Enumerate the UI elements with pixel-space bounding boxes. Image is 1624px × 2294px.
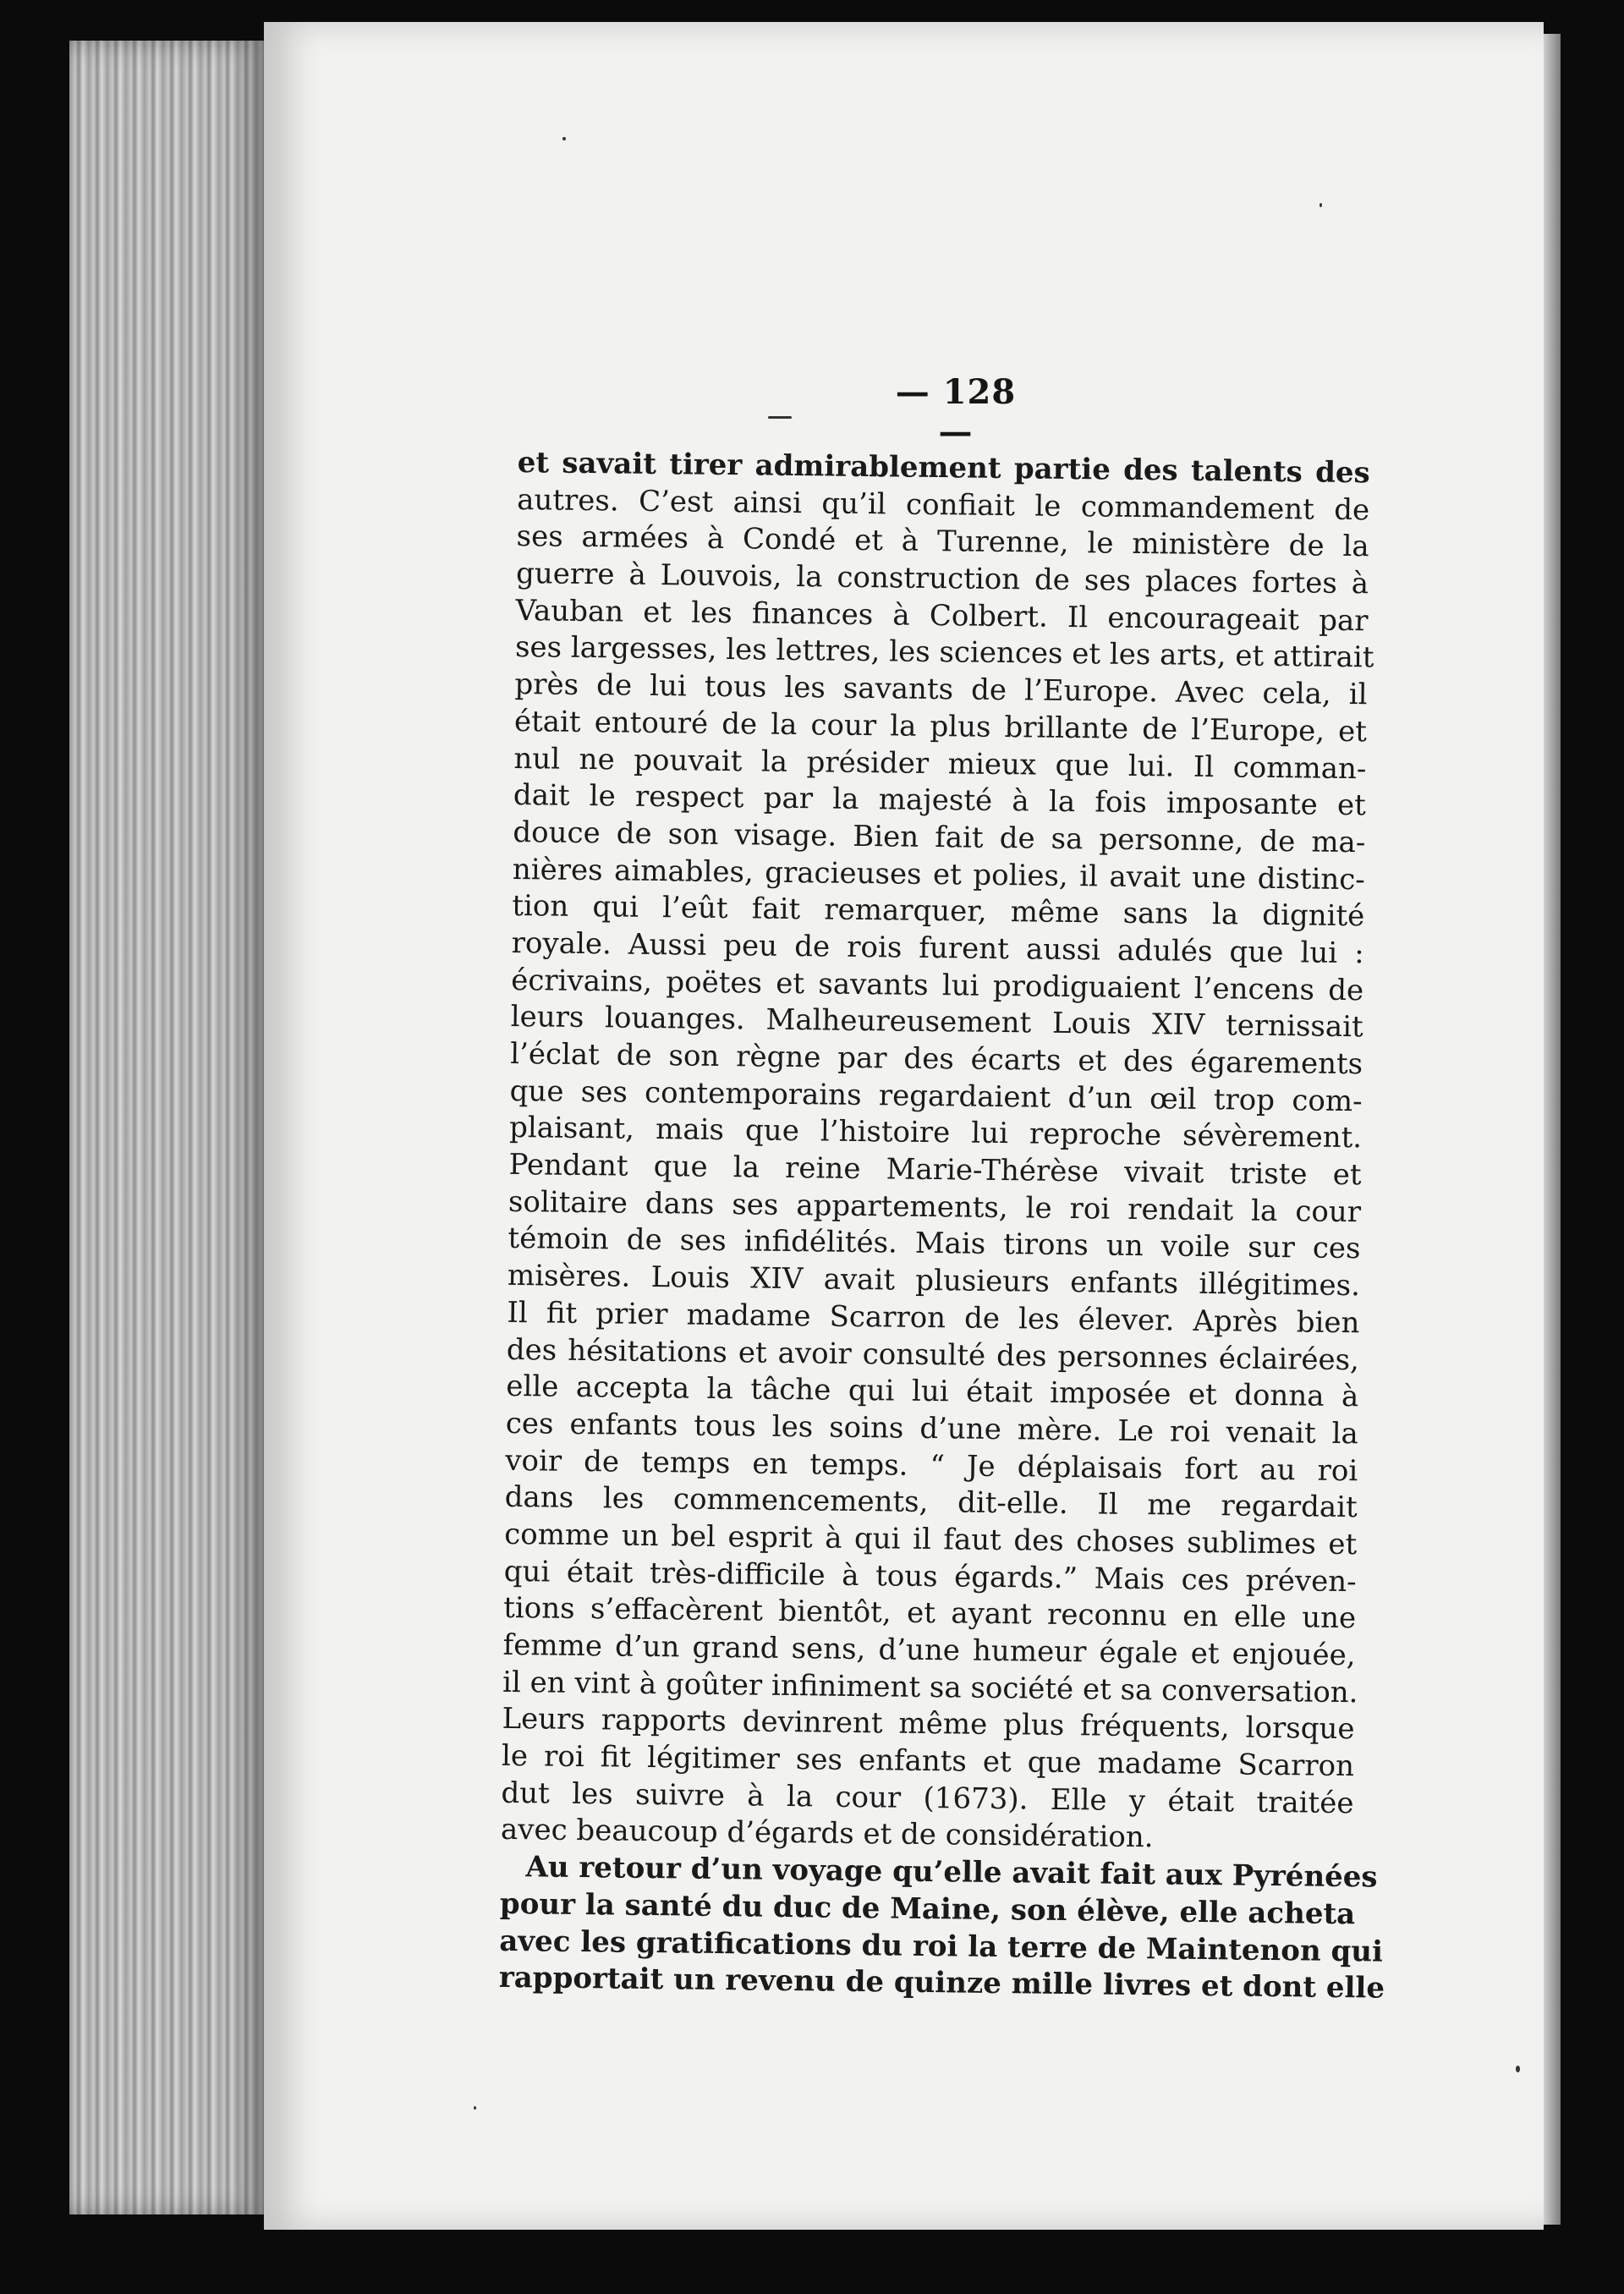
text-line: voir de temps en temps. “ Je déplaisais fort au roi (505, 1443, 1358, 1488)
text-line: leurs louanges. Malheureusement Louis XIV ternissait (510, 1000, 1363, 1045)
text-line: comme un bel esprit à qui il faut des choses sublimes et (504, 1517, 1358, 1562)
text-line: tion qui l’eût fait remarquer, même sans la dignité (512, 889, 1365, 934)
text-line: témoin de ses infidélités. Mais tirons un voile sur ces (508, 1221, 1361, 1266)
text-line: avec les gratifications du roi la terre de Maintenon qui (499, 1924, 1384, 1969)
text-line: nières aimables, gracieuses et polies, il avait une distinc- (512, 852, 1366, 897)
text-line: près de lui tous les savants de l’Europe. Avec cela, il (514, 667, 1368, 712)
scan-speck (1320, 203, 1322, 207)
scan-speck (562, 137, 566, 140)
text-line: Il fit prier madame Scarron de les élever. Après bien (507, 1295, 1360, 1341)
text-line: autres. C’est ainsi qu’il confiait le commandement de (516, 482, 1370, 527)
text-line: femme d’un grand sens, d’une humeur égale et enjouée, (502, 1627, 1356, 1673)
text-line: il en vint à goûter infiniment sa société et sa conversation. (502, 1665, 1358, 1710)
right-page-edge (1544, 34, 1561, 2225)
text-line: qui était très-difficile à tous égards.” Mais ces préven- (503, 1554, 1357, 1599)
text-line: nul ne pouvait la présider mieux que lui. Il comman- (513, 741, 1367, 786)
text-line: Au retour d’un voyage qu’elle avait fait aux Pyrénées (525, 1850, 1378, 1895)
text-line: avec beaucoup d’égards et de considération. (500, 1813, 1154, 1855)
text-line: écrivains, poëtes et savants lui prodiguaient l’encens de (511, 963, 1364, 1007)
text-line: rapportait un revenu de quinze mille livres et dont elle (498, 1961, 1385, 2006)
text-line: le roi fit légitimer ses enfants et que madame Scarron (501, 1738, 1355, 1784)
text-line: que ses contemporains regardaient d’un œil trop com- (509, 1073, 1363, 1118)
text-line: dait le respect par la majesté à la fois imposante et (513, 778, 1367, 823)
text-line: et savait tirer admirablement partie des talents des (517, 445, 1370, 491)
text-line: dans les commencements, dit-elle. Il me regardait (504, 1480, 1358, 1525)
text-line: était entouré de la cour la plus brillante de l’Europe, et (513, 704, 1368, 749)
text-line: misères. Louis XIV avait plusieurs enfants illégitimes. (507, 1259, 1361, 1303)
text-line: Pendant que la reine Marie-Thérèse vivait triste et (508, 1148, 1362, 1193)
text-line: dut les suivre à la cour (1673). Elle y était traitée (501, 1775, 1354, 1820)
scan-speck (474, 2106, 476, 2110)
text-line: Leurs rapports devinrent même plus fréquents, lorsque (502, 1702, 1355, 1747)
text-line: pour la santé du duc de Maine, son élève, elle acheta (499, 1886, 1356, 1932)
book-page-edges (69, 41, 264, 2214)
text-line: Vauban et les finances à Colbert. Il encourageait par (515, 593, 1369, 639)
text-line: tions s’effacèrent bientôt, et ayant reconnu en elle une (502, 1591, 1357, 1636)
body-text (498, 445, 1385, 2007)
scan-speck (768, 416, 792, 419)
text-line: ses largesses, les lettres, les sciences et les arts, et attirait (514, 630, 1374, 675)
text-line: royale. Aussi peu de rois furent aussi adulés que lui : (511, 925, 1364, 971)
text-line: guerre à Louvois, la construction de ses places fortes à (515, 557, 1369, 601)
text-line: ces enfants tous les soins d’une mère. Le roi venait la (505, 1406, 1359, 1452)
text-line: plaisant, mais que l’histoire lui reproche sévèrement. (508, 1111, 1363, 1155)
text-line: elle accepta la tâche qui lui était imposée et donna à (506, 1369, 1359, 1414)
page-number: — 128 — (895, 372, 1017, 452)
text-line: des hésitations et avoir consulté des personnes éclairées, (506, 1332, 1360, 1377)
text-line: solitaire dans ses appartements, le roi rendait la cour (508, 1184, 1362, 1229)
text-line: ses armées à Condé et à Turenne, le ministère de la (516, 519, 1369, 564)
scan-speck (1516, 2066, 1520, 2072)
text-line: l’éclat de son règne par des écarts et des égarements (509, 1036, 1363, 1082)
text-line: douce de son visage. Bien fait de sa personne, de ma- (513, 815, 1366, 860)
